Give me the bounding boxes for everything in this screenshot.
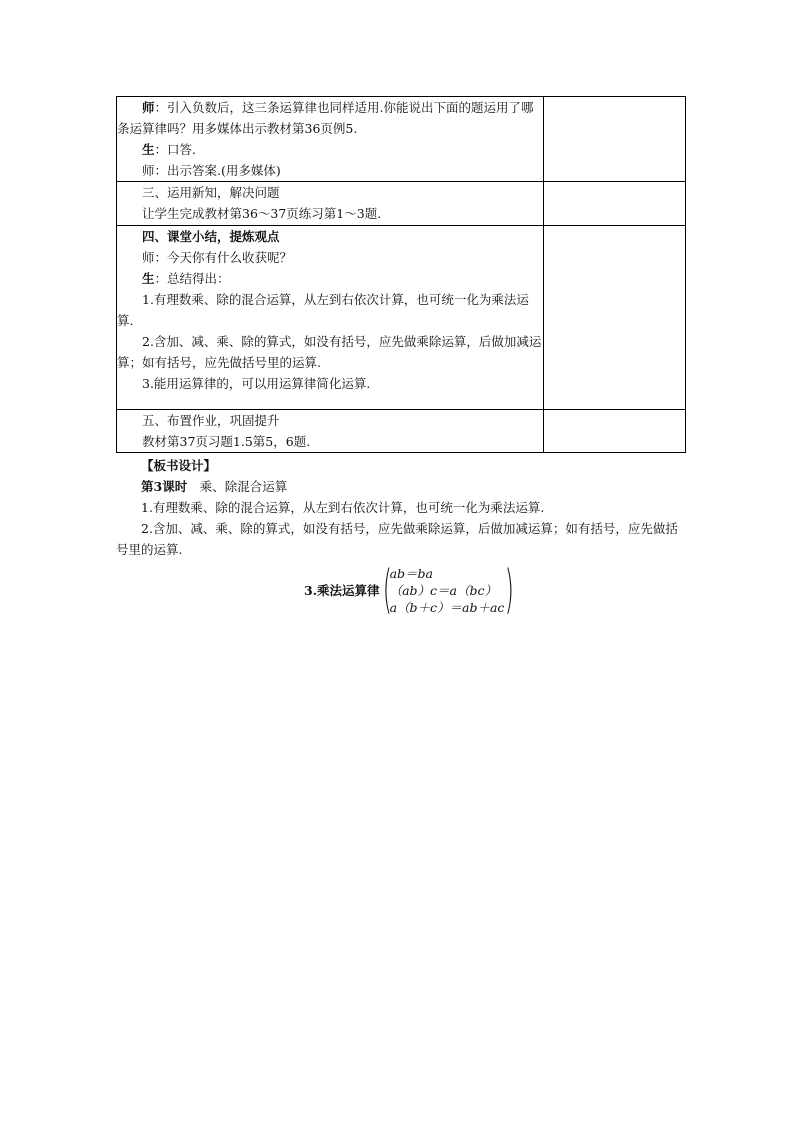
board-title: 【板书设计】 (141, 458, 217, 473)
table-cell-side (544, 226, 686, 410)
text-line: 3.能用运算律的，可以用运算律简化运算. (142, 376, 371, 391)
text-line: ：总结得出： (154, 271, 230, 286)
speaker-label: 师 (142, 163, 155, 178)
table-row (117, 226, 686, 410)
text-line: ：引入负数后，这三条运算律也同样适用.你能说出下面的题运用了哪条运算律吗？用多媒体出示教材第36页例5. (117, 100, 534, 136)
board-item-2: 2.含加、减、乘、除的算式，如没有括号，应先做乘除运算，后做加减运算；如有括号，应先做括号里的运算. (116, 521, 678, 557)
speaker-label: 师 (142, 250, 155, 265)
text-line: 教材第37页习题1.5第5，6题. (142, 434, 311, 449)
lesson-table (116, 96, 686, 453)
text-line: 1.有理数乘、除的混合运算，从左到右依次计算，也可统一化为乘法运算. (117, 292, 529, 328)
right-brace-icon: ) (505, 560, 515, 620)
speaker-label: 师 (142, 100, 155, 115)
table-cell-side (544, 182, 686, 226)
section-heading: 三、运用新知，解决问题 (142, 185, 280, 200)
section-heading: 四、课堂小结，提炼观点 (142, 229, 280, 244)
text-line: 让学生完成教材第36～37页练习第1～3题. (142, 206, 382, 221)
speaker-label: 生 (142, 271, 155, 286)
board-design (116, 455, 685, 560)
section-heading: 五、布置作业，巩固提升 (142, 413, 280, 428)
text-line: ：出示答案.(用多媒体) (154, 163, 281, 178)
table-row (117, 410, 686, 453)
text-line: ：口答. (154, 142, 196, 157)
table-cell-main (117, 410, 544, 453)
table-cell-side (544, 97, 686, 182)
formula-line: ab＝ba (389, 565, 433, 581)
left-brace-icon: ( (382, 560, 392, 620)
formula-lines (390, 565, 505, 616)
multiplication-laws-formula (304, 560, 515, 620)
table-cell-main (117, 226, 544, 410)
text-line: 2.含加、减、乘、除的算式，如没有括号，应先做乘除运算，后做加减运算；如有括号，应先做括号里的运算. (117, 334, 542, 370)
speaker-label: 生 (142, 142, 155, 157)
table-row (117, 97, 686, 182)
table-cell-main (117, 97, 544, 182)
formula-line: a（b＋c）＝ab＋ac (389, 599, 505, 615)
table-cell-main (117, 182, 544, 226)
table-cell-side (544, 410, 686, 453)
board-subtitle: 第3课时 乘、除混合运算 (141, 479, 288, 494)
formula-line: （ab）c＝a（bc） (389, 582, 497, 598)
formula-label: 3.乘法运算律 (304, 583, 380, 598)
text-line: ：今天你有什么收获呢？ (154, 250, 293, 265)
board-item-1: 1.有理数乘、除的混合运算，从左到右依次计算，也可统一化为乘法运算. (141, 500, 545, 515)
table-row (117, 182, 686, 226)
